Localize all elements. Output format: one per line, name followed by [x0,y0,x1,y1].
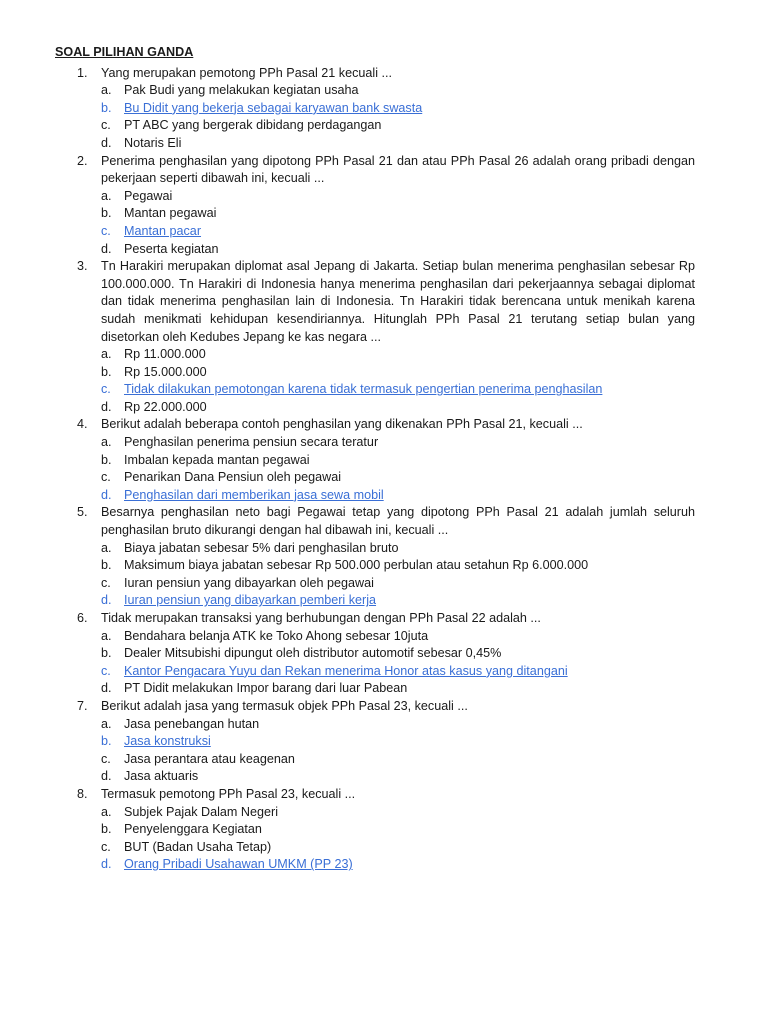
option-item [101,645,695,663]
option-list [101,188,695,258]
option-text: Mantan pacar [124,223,202,238]
answer-option [101,381,695,399]
answer-option [101,100,695,118]
option-text: Kantor Pengacara Yuyu dan Rekan menerima Honor atas kasus yang ditangani [124,663,568,678]
option-text: Jasa perantara atau keagenan [124,751,295,766]
option-item [101,680,695,698]
option-letter: c. [101,751,111,766]
option-item [101,241,695,259]
option-text: Jasa konstruksi [124,734,211,749]
option-letter: b. [101,206,112,221]
option-item [101,364,695,382]
question-item [55,698,695,786]
option-item [101,628,695,646]
option-letter: c. [101,382,111,397]
option-text: Subjek Pajak Dalam Negeri [124,804,278,819]
option-letter: a. [101,628,112,643]
question-text: Besarnya penghasilan neto bagi Pegawai tetap yang dipotong PPh Pasal 21 adalah jumlah seluruh penghasilan bruto dikurangi dengan hal dibawah ini, kecuali ... [101,505,695,538]
option-text: Notaris Eli [124,135,182,150]
question-text: Tidak merupakan transaksi yang berhubungan dengan PPh Pasal 22 adalah ... [101,611,541,625]
question-text: Berikut adalah beberapa contoh penghasilan yang dikenakan PPh Pasal 21, kecuali ... [101,417,583,432]
answer-option [101,592,695,610]
option-letter: c. [101,575,111,590]
option-item [101,751,695,769]
option-text: Mantan pegawai [124,206,217,221]
option-text: Rp 22.000.000 [124,399,207,414]
option-letter: b. [101,364,112,379]
option-item [101,469,695,487]
option-text: Penghasilan dari memberikan jasa sewa mobil [124,487,384,502]
question-number: 5. [77,505,88,520]
option-text: Rp 11.000.000 [124,347,206,362]
question-item [55,504,695,610]
option-letter: d. [101,593,112,608]
option-item [101,399,695,417]
option-letter: b. [101,734,112,749]
option-item [101,205,695,223]
option-item [101,540,695,558]
option-letter: d. [101,487,112,502]
option-text: Iuran pensiun yang dibayarkan pemberi kerja [124,593,377,608]
option-letter: d. [101,681,112,696]
option-item [101,82,695,100]
option-text: Peserta kegiatan [124,241,219,256]
question-text: Yang merupakan pemotong PPh Pasal 21 kecuali ... [101,65,393,80]
option-letter: d. [101,399,112,414]
question-item [55,416,695,504]
option-letter: a. [101,347,112,362]
question-number: 3. [77,259,88,274]
option-text: BUT (Badan Usaha Tetap) [124,839,272,854]
option-item [101,716,695,734]
option-item [101,452,695,470]
question-number: 6. [77,611,88,625]
option-text: Maksimum biaya jabatan sebesar Rp 500.000 perbulan atau setahun Rp 6.000.000 [124,558,589,573]
document-title: SOAL PILIHAN GANDA [55,45,194,59]
option-item [101,188,695,206]
option-item [101,804,695,822]
question-number: 1. [77,65,88,80]
option-item [101,557,695,575]
question-item [55,153,695,259]
option-list [101,434,695,504]
option-letter: d. [101,241,112,256]
option-text: Imbalan kepada mantan pegawai [124,452,310,467]
option-letter: c. [101,118,111,133]
option-text: Penyelenggara Kegiatan [124,822,262,837]
option-text: PT ABC yang bergerak dibidang perdagangan [124,118,382,133]
question-text: Penerima penghasilan yang dipotong PPh Pasal 21 dan atau PPh Pasal 26 adalah orang pribadi dengan pekerjaan seperti dibawah ini, kecuali ... [101,153,695,186]
option-item [101,135,695,153]
answer-option [101,223,695,241]
option-text: Penghasilan penerima pensiun secara teratur [124,435,379,450]
option-letter: c. [101,839,111,854]
option-text: Bendahara belanja ATK ke Toko Ahong sebesar 10juta [124,628,429,643]
document-page [55,44,695,874]
option-text: Pegawai [124,188,173,203]
question-number: 2. [77,153,88,168]
option-list [101,540,695,610]
option-item [101,575,695,593]
option-letter: b. [101,100,112,115]
question-list [55,65,695,874]
option-text: Orang Pribadi Usahawan UMKM (PP 23) [124,857,353,872]
option-text: Iuran pensiun yang dibayarkan oleh pegawai [124,575,374,590]
option-letter: a. [101,435,112,450]
option-text: Jasa penebangan hutan [124,716,260,731]
option-letter: c. [101,223,111,238]
answer-option [101,733,695,751]
option-item [101,434,695,452]
option-letter: b. [101,558,112,573]
option-item [101,839,695,857]
option-item [101,821,695,839]
option-letter: c. [101,663,111,678]
option-letter: a. [101,188,112,203]
question-number: 4. [77,417,88,432]
option-letter: d. [101,769,112,784]
option-text: Rp 15.000.000 [124,364,207,379]
option-list [101,804,695,874]
answer-option [101,663,695,681]
option-list [101,82,695,152]
option-list [101,346,695,416]
option-letter: b. [101,822,112,837]
answer-option [101,487,695,505]
question-number: 7. [77,698,88,713]
option-text: Pak Budi yang melakukan kegiatan usaha [124,83,359,98]
option-item [101,346,695,364]
option-list [101,716,695,786]
option-text: Penarikan Dana Pensiun oleh pegawai [124,470,342,485]
answer-option [101,856,695,874]
option-letter: d. [101,857,112,872]
option-text: Tidak dilakukan pemotongan karena tidak termasuk pengertian penerima penghasilan [124,382,603,397]
option-letter: a. [101,716,112,731]
question-number: 8. [77,786,88,801]
question-item [55,786,695,874]
question-text: Tn Harakiri merupakan diplomat asal Jepang di Jakarta. Setiap bulan menerima penghasilan sebesar Rp 100.000.000. Tn Harakiri di Indonesia hanya menerima penghasilan dari pekerjaannya sebagai diplomat dan tidak menerima penghasilan lain di Indonesia. Tn Harakiri tidak berencana untuk menikah karena sudah menikmati kehidupan kesendiriannya. Hitunglah PPh Pasal 21 terutang setiap bulan yang disetorkan oleh Kedubes Jepang ke kas negara ... [101,259,695,344]
option-letter: a. [101,540,112,555]
option-letter: d. [101,135,112,150]
option-text: Bu Didit yang bekerja sebagai karyawan bank swasta [124,100,423,115]
option-text: PT Didit melakukan Impor barang dari luar Pabean [124,681,408,696]
option-letter: b. [101,646,112,661]
question-item [55,610,695,698]
question-item [55,258,695,416]
option-item [101,117,695,135]
option-list [101,628,695,698]
option-letter: a. [101,83,112,98]
option-text: Dealer Mitsubishi dipungut oleh distributor automotif sebesar 0,45% [124,646,502,661]
option-text: Biaya jabatan sebesar 5% dari penghasilan bruto [124,540,399,555]
option-letter: b. [101,452,112,467]
option-item [101,768,695,786]
question-text: Termasuk pemotong PPh Pasal 23, kecuali ... [101,786,356,801]
question-item [55,65,695,153]
option-text: Jasa aktuaris [124,769,199,784]
question-text: Berikut adalah jasa yang termasuk objek PPh Pasal 23, kecuali ... [101,698,468,713]
option-letter: a. [101,804,112,819]
option-letter: c. [101,470,111,485]
